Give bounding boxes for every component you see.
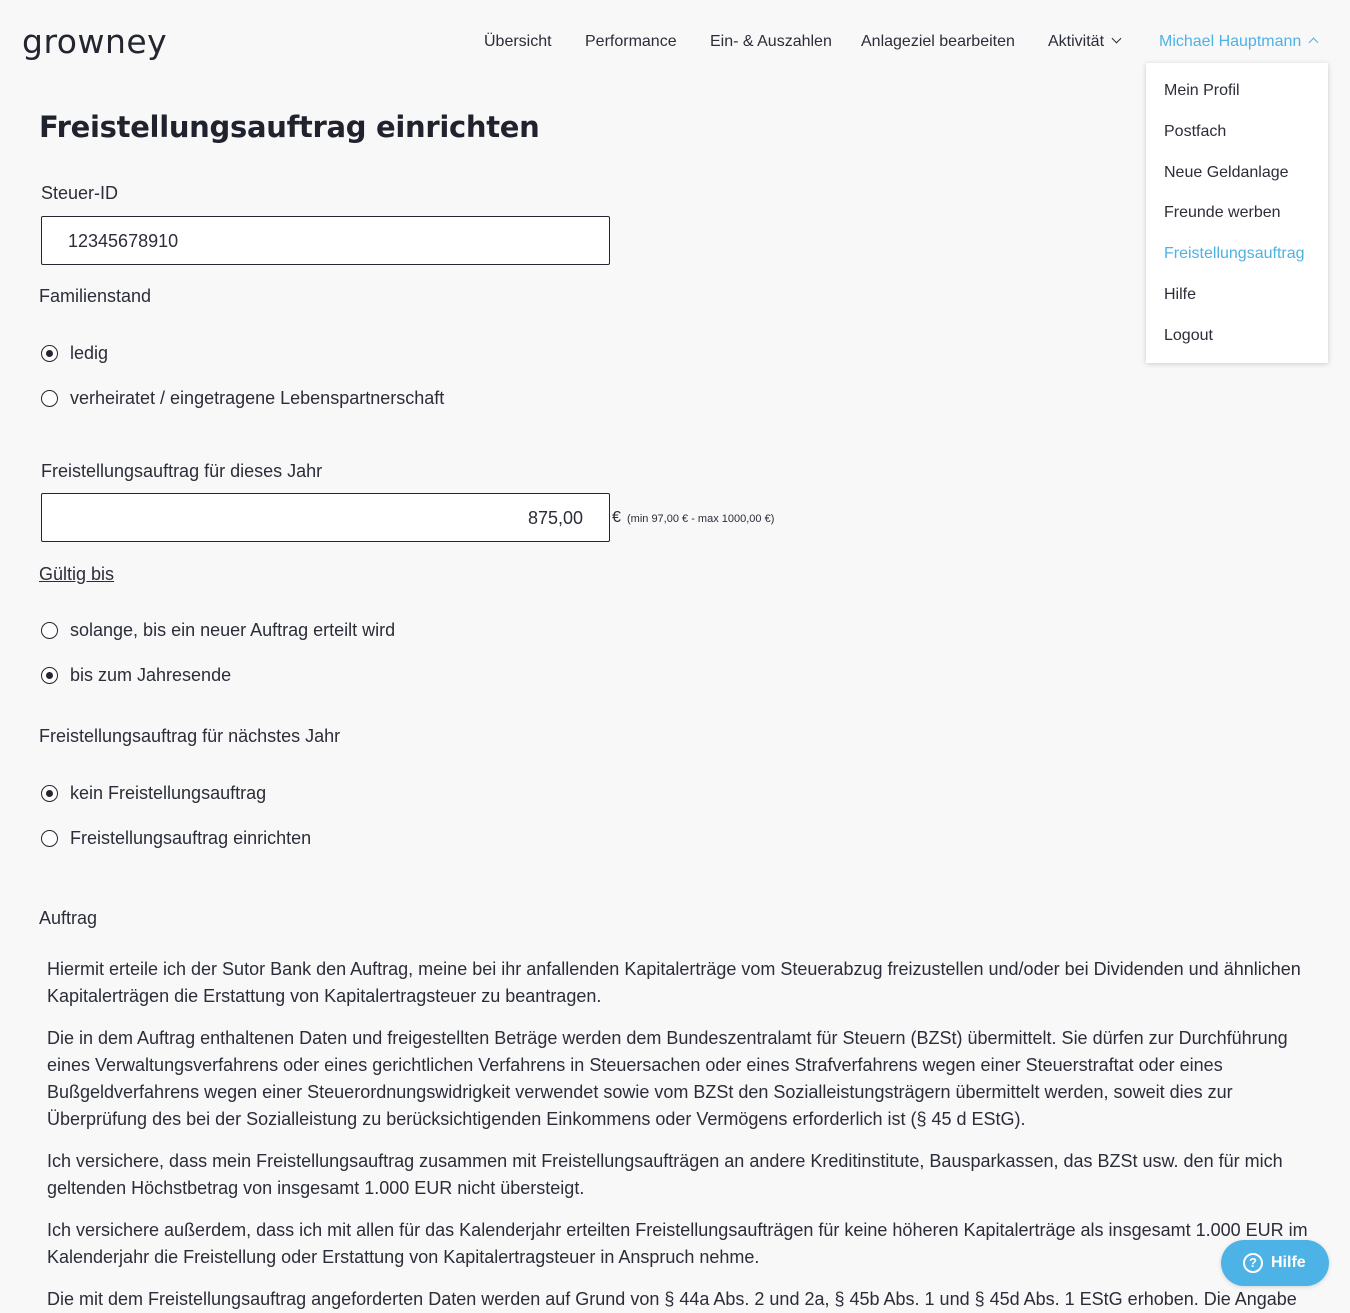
page-title: Freistellungsauftrag einrichten [39,110,540,144]
radio-ledig-label: ledig [70,343,109,363]
help-button-label: Hilfe [1271,1254,1306,1271]
nav-item-aktivitaet[interactable] [1048,33,1120,51]
order-paragraph-5: Die mit dem Freistellungsauftrag angeforderten Daten werden auf Grund von § 44a Abs. 2 und 2a, § 45b Abs. 1 und § 45d Abs. 1 EStG erhoben. Die Angabe [47,1289,1297,1309]
menu-item-logout[interactable]: Logout [1164,327,1213,344]
radio-verheiratet-indicator [41,390,58,407]
chevron-up-icon [1309,38,1319,48]
menu-item-mein-profil[interactable]: Mein Profil [1164,82,1240,99]
currency-symbol: € [612,509,621,526]
help-icon: ? [1243,1253,1263,1273]
order-paragraph-4: Ich versichere außerdem, dass ich mit allen für das Kalenderjahr erteilten Freistellungsaufträgen für keine höheren Kapitalerträge als insgesamt 1.000 EUR im Kalenderjahr die Freistellung oder Erstattung von Kapitalertragsteuer in Anspruch nehme. [47,1220,1308,1267]
radio-ledig-indicator [41,345,58,362]
tax-id-input[interactable] [41,216,610,265]
main-nav [0,33,1350,55]
nav-item-anlageziel[interactable]: Anlageziel bearbeiten [861,33,1015,50]
user-menu-toggle[interactable] [1159,33,1317,51]
radio-next-year-none-label: kein Freistellungsauftrag [70,783,267,803]
menu-item-freunde-werben[interactable]: Freunde werben [1164,204,1281,221]
order-paragraph-1: Hiermit erteile ich der Sutor Bank den Auftrag, meine bei ihr anfallenden Kapitalerträge vom Steuerabzug freizustellen und/oder bei Dividenden und ähnlichen Kapitalerträgen die Erstattung von Kapitalertragsteuer zu beantragen. [47,959,1301,1006]
chevron-down-icon [1112,34,1122,44]
next-year-label: Freistellungsauftrag für nächstes Jahr [39,726,341,746]
valid-until-label: Gültig bis [39,564,115,584]
marital-status-label: Familienstand [39,286,152,306]
menu-item-hilfe[interactable]: Hilfe [1164,286,1197,303]
nav-item-performance[interactable]: Performance [585,33,677,50]
menu-item-freistellungsauftrag[interactable]: Freistellungsauftrag [1164,245,1305,262]
radio-valid-until-new-order-indicator [41,622,58,639]
order-paragraph-3: Ich versichere, dass mein Freistellungsauftrag zusammen mit Freistellungsaufträgen an andere Kreditinstitute, Bausparkassen, das BZSt usw. den für mich geltenden Höchstbetrag von insgesamt 1.000 EUR nicht übersteigt. [47,1151,1283,1198]
menu-item-neue-geldanlage[interactable]: Neue Geldanlage [1164,164,1289,181]
current-year-amount-value: 875,00 [527,508,583,528]
radio-valid-until-new-order-label: solange, bis ein neuer Auftrag erteilt wird [70,620,396,640]
order-paragraph-2: Die in dem Auftrag enthaltenen Daten und freigestellten Beträge werden dem Bundeszentralamt für Steuern (BZSt) übermittelt. Sie dürfen zur Durchführung eines Verwaltungsverfahrens oder eines gerichtlichen Verfahrens in Steuersachen oder eines Strafverfahrens wegen einer Steuerstraftat oder eines Bußgeldverfahrens wegen einer Steuerordnungswidrigkeit verwendet sowie vom BZSt den Sozialleistungsträgern übermittelt werden, soweit dies zur Überprüfung des bei der Sozialleistung zu berücksichtigenden Einkommens oder Vermögens erforderlich ist (§ 45 d EStG). [47,1028,1288,1129]
user-dropdown-menu [1146,63,1328,363]
nav-item-aktivitaet-label: Aktivität [1048,33,1105,50]
user-name: Michael Hauptmann [1159,33,1302,50]
nav-item-ein-auszahlen[interactable]: Ein- & Auszahlen [710,33,832,50]
order-label: Auftrag [39,908,98,928]
radio-valid-until-year-end-indicator [41,667,58,684]
nav-item-uebersicht[interactable]: Übersicht [484,33,552,50]
tax-id-value: 12345678910 [68,231,179,251]
tax-id-label: Steuer-ID [41,183,119,203]
growney-logo[interactable]: growney [22,22,168,61]
current-year-label: Freistellungsauftrag für dieses Jahr [41,461,323,481]
radio-valid-until-year-end-label: bis zum Jahresende [70,665,232,685]
amount-hint: (min 97,00 € - max 1000,00 €) [627,513,775,525]
current-year-amount-input[interactable] [41,493,610,542]
radio-verheiratet-label: verheiratet / eingetragene Lebenspartnerschaft [70,388,445,408]
radio-next-year-setup-indicator [41,830,58,847]
help-button[interactable] [1221,1240,1329,1286]
radio-next-year-none-indicator [41,785,58,802]
radio-next-year-setup-label: Freistellungsauftrag einrichten [70,828,312,848]
menu-item-postfach[interactable]: Postfach [1164,123,1227,140]
